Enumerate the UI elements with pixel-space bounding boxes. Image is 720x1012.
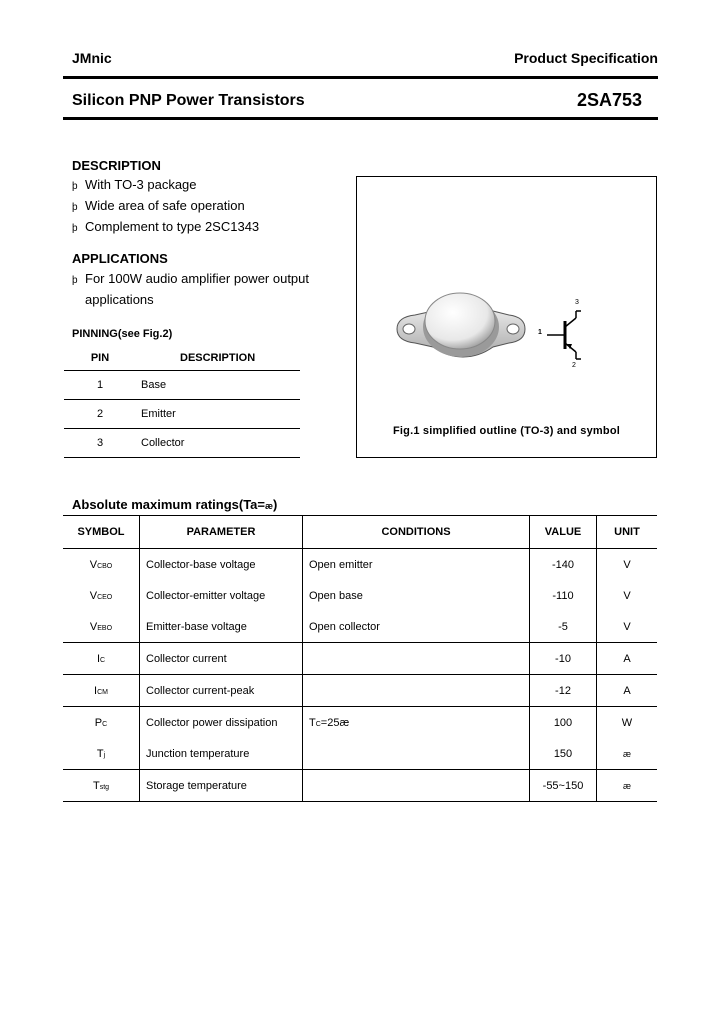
table-row: ICM Collector current-peak -12 A (63, 675, 657, 707)
part-number: 2SA753 (576, 90, 642, 110)
table-row: PC Collector power dissipation TC=25æ 100 W (63, 707, 657, 739)
table-row: VCBO Collector-base voltage Open emitter -140 V (63, 549, 657, 581)
ratings-heading: Absolute maximum ratings(Ta=æ) (72, 497, 278, 512)
applications-heading: APPLICATIONS (72, 251, 168, 266)
bullet-icon: þ (72, 275, 78, 286)
list-item: þ With TO-3 package (72, 175, 259, 196)
title-rule (63, 117, 658, 120)
symbol-pin-1-label: 1 (538, 329, 542, 336)
symbol-pin-2-label: 2 (572, 362, 576, 369)
pinning-table (64, 346, 300, 458)
table-row: VEBO Emitter-base voltage Open collector -5 V (63, 611, 657, 643)
ratings-table (63, 515, 657, 802)
pin-col-header: PIN (64, 346, 136, 371)
table-row: 1 Base (64, 371, 300, 400)
header-rule (63, 76, 658, 79)
product-line: Silicon PNP Power Transistors (72, 92, 305, 109)
list-item: þ For 100W audio amplifier power output (72, 269, 309, 290)
table-row: Tj Junction temperature 150 æ (63, 738, 657, 770)
table-row: VCEO Collector-emitter voltage Open base -110 V (63, 580, 657, 611)
symbol-pin-3-label: 3 (575, 299, 579, 306)
bullet-icon: þ (72, 202, 78, 213)
parameter-col-header: PARAMETER (140, 516, 303, 549)
value-col-header: VALUE (530, 516, 597, 549)
desc-col-header: DESCRIPTION (136, 346, 300, 371)
unit-col-header: UNIT (597, 516, 658, 549)
description-list (72, 175, 259, 238)
applications-list (72, 269, 309, 309)
table-row: IC Collector current -10 A (63, 643, 657, 675)
symbol-col-header: SYMBOL (63, 516, 140, 549)
figure-box (356, 176, 657, 458)
bullet-icon: þ (72, 223, 78, 234)
list-item-continued: applications (85, 292, 154, 307)
table-header-row (63, 516, 657, 549)
bullet-icon: þ (72, 181, 78, 192)
pinning-heading: PINNING(see Fig.2) (72, 328, 173, 340)
list-item: þ Complement to type 2SC1343 (72, 217, 259, 238)
doc-type: Product Specification (514, 50, 658, 66)
table-row: Tstg Storage temperature -55~150 æ (63, 770, 657, 802)
table-row: 3 Collector (64, 429, 300, 458)
figure-caption: Fig.1 simplified outline (TO-3) and symbol (393, 425, 620, 437)
list-item: þ Wide area of safe operation (72, 196, 259, 217)
table-row: 2 Emitter (64, 400, 300, 429)
company-name: JMnic (72, 50, 112, 66)
conditions-col-header: CONDITIONS (303, 516, 530, 549)
pnp-symbol-icon (357, 177, 656, 457)
description-heading: DESCRIPTION (72, 158, 161, 173)
